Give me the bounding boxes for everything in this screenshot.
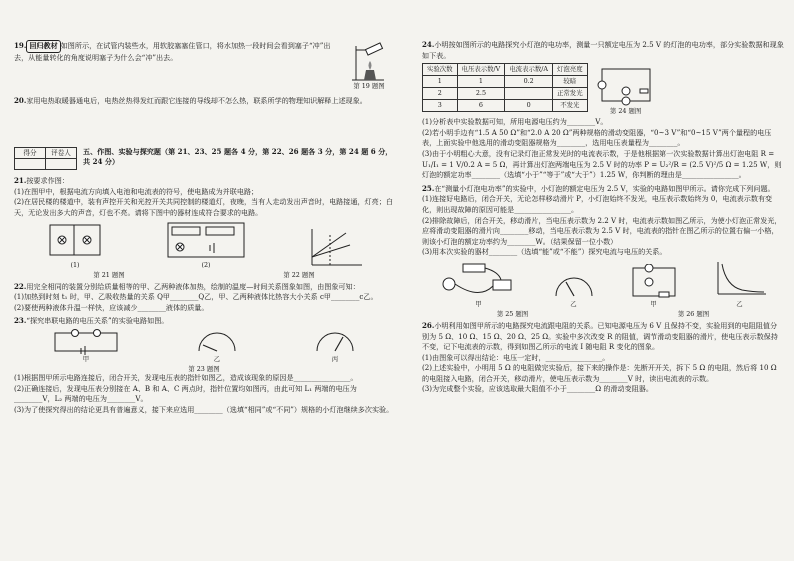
- question-20-text: 家用电热取暖器通电后，电热丝热得发红而跟它连接的导线却不怎么热，联系所学的物理知识解释上述现象。: [26, 96, 367, 105]
- question-21-part1: (1)在图甲中，根据电流方向填入电池和电流表的符号，使电路成为并联电路；: [14, 186, 259, 196]
- table-header: 灯泡亮度: [553, 64, 588, 76]
- figure-23-b: [195, 331, 239, 363]
- question-21: 21.按要求作图： (1)在图甲中，根据电流方向填入电池和电流表的符号，使电路成为并联电路； (2)在居民楼的楼道中，装有声控开关和光控开关共同控制的楼道灯，夜晚，当有人走动发出声音时，电路接通，灯亮；白天，无论发出多大的声音，灯也不亮。请将下图中的器材连成符合要求的电路。 (1) (2) 第 21 题图 第 22 题图: [14, 176, 393, 279]
- figure-23: [14, 329, 394, 363]
- figure-26-label-b: 乙: [736, 299, 743, 308]
- table-header: 电流表示数/A: [505, 64, 553, 76]
- stairway-switch-circuit-icon: [166, 221, 246, 261]
- ammeter-dial-icon: [552, 274, 596, 300]
- figure-21-label-2: (2): [201, 260, 211, 269]
- resistor-circuit-icon: [629, 264, 679, 300]
- question-23-part1: (1)根据图甲所示电路连接后，闭合开关，发现电压表的指针如图乙，造成该现象的原因是________________。: [14, 372, 358, 382]
- section-heading: 五、作图、实验与探究题（第 21、23、25 题各 4 分，第 22、26 题各 3 分，第 24 题 6 分，共 24 分）: [83, 146, 393, 167]
- question-24-part2: (2)若小明手边有“1.5 A 50 Ω”和“2.0 A 20 Ω”两种规格的滑动变阻器，“0~3 V”和“0~15 V”两个量程的电压表，上面实验中他选用的滑动变阻器规格为________，选用电压表量程为________。: [422, 127, 772, 148]
- figure-23-a: [51, 329, 121, 363]
- series-circuit-icon: [51, 329, 121, 355]
- test-tube-burner-icon: [344, 40, 388, 82]
- question-19: 19. 回归教材 如图所示，在试管内装些水，用软胶塞塞住管口，将水加热一段时间会看到塞子“冲”出去，从能量转化的角度说明塞子为什么会“冲”出去。 第 19 题图: [14, 40, 394, 90]
- figure-25-label-b: 乙: [570, 299, 577, 308]
- question-22: 22.用完全相同的装置分别给质量相等的甲、乙两种液体加热，绘制的温度—时间关系图象如图，由图象可知： (1)加热到时刻 t₁ 时，甲、乙吸收热量的关系 Q甲________Q乙，甲、乙两种液体比热容大小关系 c甲________c乙。 (2)要使两种液体升温一样快，应该减少________液体的质量。: [14, 282, 394, 314]
- figure-23-label-c: 丙: [331, 354, 339, 363]
- current-resistance-graph-icon: [712, 260, 768, 300]
- question-21-part2: (2)在居民楼的楼道中，装有声控开关和光控开关共同控制的楼道灯，夜晚，当有人走动发出声音时，电路接通，灯亮；白天，无论发出多大的声音，灯也不亮。请将下图中的器材连成符合要求的电路。: [14, 197, 393, 217]
- figure-21-1: [44, 221, 106, 269]
- right-column: [422, 40, 784, 398]
- figure-21-2: [166, 221, 246, 269]
- question-25-part2: (2)排除故障后，闭合开关，移动滑片，当电压表示数为 2.2 V 时，电流表示数如图乙所示，为使小灯泡正常发光，应将滑动变阻器的滑片向________移动，当电压表示数为 2.5 V 时，电流表的指针在图乙所示的位置右偏一小格，则该小灯泡的额定功率约为________W。（结果保留一位小数）: [422, 215, 782, 246]
- figure-25-b: [552, 274, 596, 308]
- score-box: [14, 147, 394, 171]
- figure-19-caption: 第 19 题图: [353, 82, 385, 90]
- figure-22-caption: 第 22 题图: [283, 270, 315, 279]
- question-26: 26.小明利用如图甲所示的电路探究电流跟电阻的关系。已知电源电压为 6 V 且保持不变，实验用到的电阻阻值分别为 5 Ω、10 Ω、15 Ω、20 Ω、25 Ω。实验中多次改变 R 的阻值，调节滑动变阻器的滑片，使电压表示数保持不变，记下电流表的示数，得到如图乙所示的电流 I 随电阻 R 变化的图象。 (1)由图象可以得出结论：电压一定时，________________。 (2)上述实验中，小明用 5 Ω 的电阻做完实验后，接下来的操作是：先断开开关，拆下 5 Ω 的电阻，然后将 10 Ω 的电阻接入电路，闭合开关，移动滑片，使电压表示数为________V 时，读出电流表的示数。 (3)为完成整个实验，应该选取最大阻值不小于________Ω 的滑动变阻器。: [422, 321, 784, 395]
- figure-captions-25-26: [422, 310, 784, 318]
- figure-23-c: [313, 331, 357, 363]
- voltmeter-dial-icon: [313, 331, 357, 355]
- question-23-part2: (2)正确连接后，发现电压表分别接在 A、B 和 A、C 两点时，指针位置均如图丙，由此可知 L₁ 两端的电压为________V，L₂ 两端的电压为________V。: [14, 383, 357, 404]
- question-24: 24.小明按如图所示的电路探究小灯泡的电功率，测量一只额定电压为 2.5 V 的灯泡的电功率，部分实验数据和现象如下表。 实验次数 电压表示数/V 电流表示数/A 灯泡亮度 1 1 0.2 较暗 2 2.5 正常发光 3 6 0 不发光 第 24 题图 (1)分析表中实验数据可知，所用电源电压约为________V。 (2)若小明手边有“1.5 A 50 Ω”和“2.0 A 20 Ω”两种规格的滑动变阻器，“0~3 V”和“0~15 V”两个量程的电压表，上面实验中他选用的滑动变阻器规格为________，选用电压表量程为________。 (3)由于小明粗心大意，没有记录灯泡正常发光时的电流表示数，于是他根据第一次实验数据计算出灯泡电阻 R = U₁/I₁ = 1 V/0.2 A = 5 Ω，再计算出灯泡两端电压为 2.5 V 时的功率 P = U₂²/R = (2.5 V)²/5 Ω = 1.25 W，则灯泡的额定功率________（选填“小于”“等于”或“大于”）1.25 W，你判断的理由是________________。: [422, 40, 784, 180]
- question-24-part3: (3)由于小明粗心大意，没有记录灯泡正常发光时的电流表示数，于是他根据第一次实验数据计算出灯泡电阻 R = U₁/I₁ = 1 V/0.2 A = 5 Ω，再计算出灯泡两端电压为 2.5 V 时的功率 P = U₂²/R = (2.5 V)²/5 Ω = 1.25 W，则灯泡的额定功率________（选填“小于”“等于”或“大于”）1.25 W，你判断的理由是________________。: [422, 148, 782, 180]
- question-22-part1: (1)加热到时刻 t₁ 时，甲、乙吸收热量的关系 Q甲________Q乙，甲、乙两种液体比热容大小关系 c甲________c乙。: [14, 292, 378, 302]
- figures-25-26: [422, 260, 784, 308]
- figures-21-22: [14, 221, 394, 269]
- question-25: 25.在“测量小灯泡电功率”的实验中，小灯泡的额定电压为 2.5 V，实验的电路如图甲所示。请你完成下列问题。 (1)连接好电路后，闭合开关，无论怎样移动滑片 P，小灯泡始终不发光，电压表示数始终为 0，电流表示数有变化，则出现故障的原因可能是________________。 (2)排除故障后，闭合开关，移动滑片，当电压表示数为 2.2 V 时，电流表示数如图乙所示，为使小灯泡正常发光，应将滑动变阻器的滑片向________移动，当电压表示数为 2.5 V 时，电流表的指针在图乙所示的位置右偏一小格，则该小灯泡的额定功率约为________W。（结果保留一位小数） (3)用本次实验的器材________（选填“能”或“不能”）探究电流与电压的关系。 甲 乙 甲 乙 第 25 题图 第 26 题图: [422, 184, 784, 318]
- lab-circuit-icon: [439, 260, 519, 300]
- question-20: 20.家用电热取暖器通电后，电热丝热得发红而跟它连接的导线却不怎么热，联系所学的物理知识解释上述现象。: [14, 96, 367, 105]
- textbook-tag: 回归教材: [26, 40, 60, 53]
- figure-23-caption: 第 23 题图: [188, 364, 220, 373]
- figure-26-caption: 第 26 题图: [677, 309, 710, 318]
- table-row: 3 6 0 不发光: [423, 100, 588, 112]
- question-26-part2: (2)上述实验中，小明用 5 Ω 的电阻做完实验后，接下来的操作是：先断开开关，拆下 5 Ω 的电阻，然后将 10 Ω 的电阻接入电路，闭合开关，移动滑片，使电压表示数为________V 时，读出电流表的示数。: [422, 363, 777, 383]
- figure-captions-21-22: [14, 271, 394, 279]
- question-26-part1: (1)由图象可以得出结论：电压一定时，________________。: [422, 352, 610, 362]
- question-25-part1: (1)连接好电路后，闭合开关，无论怎样移动滑片 P，小灯泡始终不发光，电压表示数始终为 0，电流表示数有变化，则出现故障的原因可能是________________。: [422, 194, 773, 214]
- data-table: [422, 63, 588, 112]
- figure-24-caption: 第 24 题图: [609, 107, 642, 116]
- question-23-title: “探究串联电路的电压关系”的实验电路如图。: [26, 316, 169, 326]
- parallel-circuit-icon: [44, 221, 106, 261]
- figure-22: [306, 227, 364, 269]
- figure-23-label-b: 乙: [213, 354, 221, 363]
- table-row: 2 2.5 正常发光: [423, 88, 588, 100]
- figure-25-a: [439, 260, 519, 308]
- question-25-part3: (3)用本次实验的器材________（选填“能”或“不能”）探究电流与电压的关系。: [422, 247, 667, 257]
- figure-26-a: [629, 264, 679, 308]
- question-19-text: 如图所示，在试管内装些水，用软胶塞塞住管口，将水加热一段时间会看到塞子“冲”出去，从能量转化的角度说明塞子为什么会“冲”出去。: [14, 41, 331, 62]
- figure-21-label-1: (1): [70, 260, 80, 269]
- question-23: 23.“探究串联电路的电压关系”的实验电路如图。 甲 乙 丙 第 23 题图 (1)根据图甲所示电路连接后，闭合开关，发现电压表的指针如图乙，造成该现象的原因是________________。 (2)正确连接后，发现电压表分别接在 A、B 和 A、C 两点时，指针位置均如图丙，由此可知 L₁ 两端的电压为________V，L₂ 两端的电压为________V。 (3)为了使探究得出的结论更具有普遍意义，接下来应选用________（选填“相同”或“不同”）规格的小灯泡继续多次实验。: [14, 316, 394, 414]
- figure-25-caption: 第 25 题图: [496, 309, 529, 318]
- score-cell: 得分: [15, 147, 46, 159]
- question-26-text: 小明利用如图甲所示的电路探究电流跟电阻的关系。已知电源电压为 6 V 且保持不变，实验用到的电阻阻值分别为 5 Ω、10 Ω、15 Ω、20 Ω、25 Ω。实验中多次改变 R 的阻值，调节滑动变阻器的滑片，使电压表示数保持不变，记下电流表的示数，得到如图乙所示的电流 I 随电阻 R 变化的图象。: [422, 320, 778, 352]
- question-24-text: 小明按如图所示的电路探究小灯泡的电功率，测量一只额定电压为 2.5 V 的灯泡的电功率，部分实验数据和现象如下表。: [422, 40, 784, 60]
- figure-21-caption: 第 21 题图: [93, 270, 125, 279]
- table-header: 实验次数: [423, 64, 458, 76]
- figure-19: [344, 40, 394, 90]
- figure-25-label-a: 甲: [475, 299, 482, 308]
- figure-24: [596, 63, 656, 115]
- question-22-part2: (2)要使两种液体升温一样快，应该减少________液体的质量。: [14, 302, 209, 312]
- left-column: [14, 40, 394, 418]
- table-header: 电压表示数/V: [457, 64, 505, 76]
- question-22-text: 用完全相同的装置分别给质量相等的甲、乙两种液体加热，绘制的温度—时间关系图象如图，由图象可知：: [26, 281, 360, 291]
- grader-cell: 评卷人: [46, 147, 77, 159]
- question-21-title: 按要求作图：: [26, 176, 69, 186]
- figure-26-label-a: 甲: [650, 299, 657, 308]
- question-25-text: 在“测量小灯泡电功率”的实验中，小灯泡的额定电压为 2.5 V，实验的电路如图甲所示。请你完成下列问题。: [434, 183, 775, 193]
- question-26-part3: (3)为完成整个实验，应该选取最大阻值不小于________Ω 的滑动变阻器。: [422, 384, 653, 394]
- figure-26-b: [712, 260, 768, 308]
- table-row: 1 1 0.2 较暗: [423, 76, 588, 88]
- question-24-part1: (1)分析表中实验数据可知，所用电源电压约为________V。: [422, 117, 608, 127]
- temperature-time-graph-icon: [306, 227, 364, 269]
- voltmeter-dial-icon: [195, 331, 239, 355]
- power-circuit-icon: [596, 63, 656, 107]
- figure-23-label-a: 甲: [82, 354, 90, 363]
- question-23-part3: (3)为了使探究得出的结论更具有普遍意义，接下来应选用________（选填“相同”或“不同”）规格的小灯泡继续多次实验。: [14, 404, 394, 414]
- score-table: [14, 147, 77, 171]
